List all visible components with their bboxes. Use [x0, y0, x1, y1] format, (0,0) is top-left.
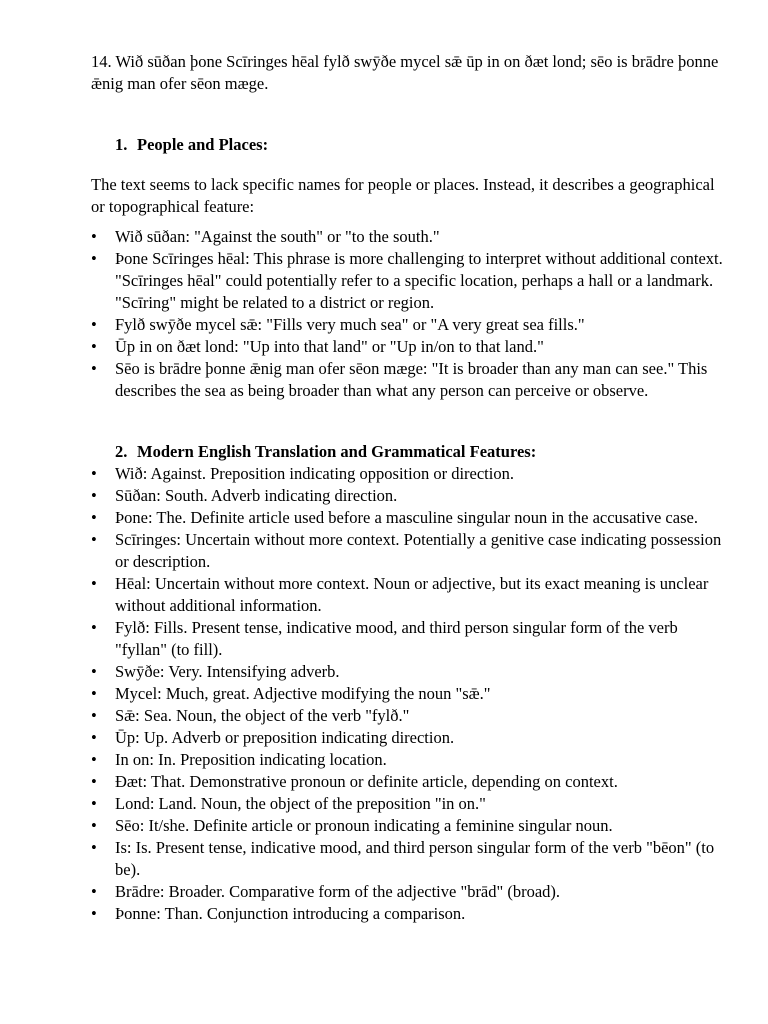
bullet-icon: • [91, 249, 97, 268]
bullet-icon: • [91, 574, 97, 593]
bullet-icon: • [91, 882, 97, 901]
bullet-icon: • [91, 750, 97, 769]
list-item: • Þone Scīringes hēal: This phrase is more challenging to interpret without additional context. "Scīringes hēal" could potentially refer to a specific location, perhaps a hall or a landmark. "Scīring" might be related to a district or region. [91, 249, 723, 312]
list-item: • Wið: Against. Preposition indicating opposition or direction. [91, 464, 514, 483]
section-heading-translation-grammar [115, 441, 723, 463]
list-item: • Fylð swȳðe mycel sǣ: "Fills very much sea" or "A very great sea fills." [91, 315, 585, 334]
bullet-icon: • [91, 816, 97, 835]
list-item: • Ūp: Up. Adverb or preposition indicating direction. [91, 728, 455, 747]
section-number: 1. [115, 135, 128, 154]
list-item: • Swȳðe: Very. Intensifying adverb. [91, 662, 340, 681]
bullet-icon: • [91, 618, 97, 637]
list-item: • Ðæt: That. Demonstrative pronoun or definite article, depending on context. [91, 772, 618, 791]
list-item: • Sǣ: Sea. Noun, the object of the verb "fylð." [91, 706, 410, 725]
section-heading-people-places [115, 134, 723, 156]
bullet-icon: • [91, 227, 97, 246]
list-item: • Sūðan: South. Adverb indicating direction. [91, 486, 398, 505]
bullet-icon: • [91, 728, 97, 747]
section-title: People and Places: [137, 135, 269, 154]
section-number: 2. [115, 442, 128, 461]
bullet-icon: • [91, 486, 97, 505]
list-item: • Brādre: Broader. Comparative form of the adjective "brād" (broad). [91, 882, 561, 901]
list-item: • Lond: Land. Noun, the object of the preposition "in on." [91, 794, 486, 813]
list-item: • In on: In. Preposition indicating location. [91, 750, 387, 769]
list-item: • Is: Is. Present tense, indicative mood, and third person singular form of the verb "bēon" (to be). [91, 838, 715, 879]
bullet-icon: • [91, 464, 97, 483]
bullet-icon: • [91, 772, 97, 791]
list-item: • Hēal: Uncertain without more context. Noun or adjective, but its exact meaning is unclear without additional information. [91, 574, 709, 615]
grammar-features-list [91, 463, 723, 925]
list-item: • Sēo: It/she. Definite article or pronoun indicating a feminine singular noun. [91, 816, 613, 835]
list-item: • Fylð: Fills. Present tense, indicative mood, and third person singular form of the verb "fyllan" (to fill). [91, 618, 678, 659]
bullet-icon: • [91, 794, 97, 813]
bullet-icon: • [91, 315, 97, 334]
bullet-icon: • [91, 530, 97, 549]
people-places-list [91, 226, 723, 402]
bullet-icon: • [91, 359, 97, 378]
list-item: • Scīringes: Uncertain without more context. Potentially a genitive case indicating possession or description. [91, 530, 722, 571]
bullet-icon: • [91, 684, 97, 703]
section-title: Modern English Translation and Grammatical Features: [137, 442, 537, 461]
section-description: The text seems to lack specific names for people or places. Instead, it describes a geographical or topographical feature: [91, 175, 715, 216]
intro-paragraph: 14. Wið sūðan þone Scīringes hēal fylð swȳðe mycel sǣ ūp in on ðæt lond; sēo is brādre þonne ǣnig man ofer sēon mæge. [91, 52, 719, 93]
bullet-icon: • [91, 904, 97, 923]
bullet-icon: • [91, 706, 97, 725]
list-item: • Þonne: Than. Conjunction introducing a comparison. [91, 904, 466, 923]
list-item: • Wið sūðan: "Against the south" or "to the south." [91, 227, 440, 246]
document-page [91, 51, 723, 925]
bullet-icon: • [91, 337, 97, 356]
list-item: • Ūp in on ðæt lond: "Up into that land" or "Up in/on to that land." [91, 337, 544, 356]
list-item: • Mycel: Much, great. Adjective modifying the noun "sǣ." [91, 684, 491, 703]
bullet-icon: • [91, 508, 97, 527]
bullet-icon: • [91, 838, 97, 857]
bullet-icon: • [91, 662, 97, 681]
list-item: • Þone: The. Definite article used before a masculine singular noun in the accusative case. [91, 508, 698, 527]
list-item: • Sēo is brādre þonne ǣnig man ofer sēon mæge: "It is broader than any man can see." This describes the sea as being broader than what any person can perceive or observe. [91, 359, 708, 400]
